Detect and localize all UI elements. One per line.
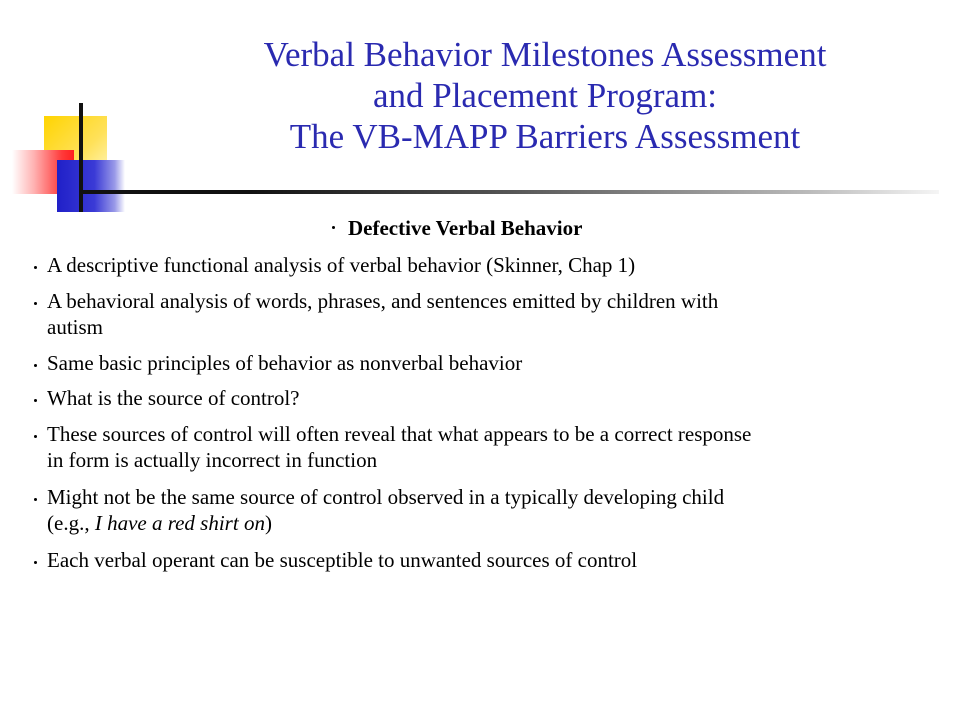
bullet-dot <box>34 435 37 438</box>
bullet-dot <box>34 302 37 305</box>
bullet-text-continued <box>47 510 947 536</box>
vertical-rule-decoration <box>79 103 83 212</box>
bullet-text: Might not be the same source of control observed in a typically developing child <box>47 485 725 509</box>
example-suffix: ) <box>264 511 272 535</box>
bullet-dot <box>34 364 37 367</box>
blue-square-decoration <box>57 160 125 212</box>
example-prefix: (e.g., <box>47 511 95 535</box>
bullet-dot <box>34 266 37 269</box>
bullet-dot <box>34 498 37 501</box>
bullet-text: These sources of control will often reveal that what appears to be a correct response <box>47 422 752 446</box>
title-line-1: Verbal Behavior Milestones Assessment <box>263 35 827 74</box>
bullet-text: A descriptive functional analysis of verbal behavior (Skinner, Chap 1) <box>47 253 636 277</box>
bullet-text-continued: autism <box>47 315 103 339</box>
title-line-3: The VB-MAPP Barriers Assessment <box>289 117 801 156</box>
example-italic: I have a red shirt on <box>94 511 265 535</box>
section-heading-text: Defective Verbal Behavior <box>348 216 583 240</box>
bullet-text: A behavioral analysis of words, phrases, and sentences emitted by children with <box>47 289 719 313</box>
slide-title <box>150 34 940 157</box>
horizontal-rule-decoration <box>79 190 939 194</box>
title-line-2: and Placement Program: <box>372 76 718 115</box>
bullet-text-continued: in form is actually incorrect in function <box>47 448 378 472</box>
bullet-text: Each verbal operant can be susceptible to unwanted sources of control <box>47 548 638 572</box>
bullet-dot <box>332 226 335 229</box>
bullet-dot <box>34 561 37 564</box>
bullet-text: Same basic principles of behavior as nonverbal behavior <box>47 351 523 375</box>
bullet-dot <box>34 399 37 402</box>
bullet-text: What is the source of control? <box>47 386 300 410</box>
